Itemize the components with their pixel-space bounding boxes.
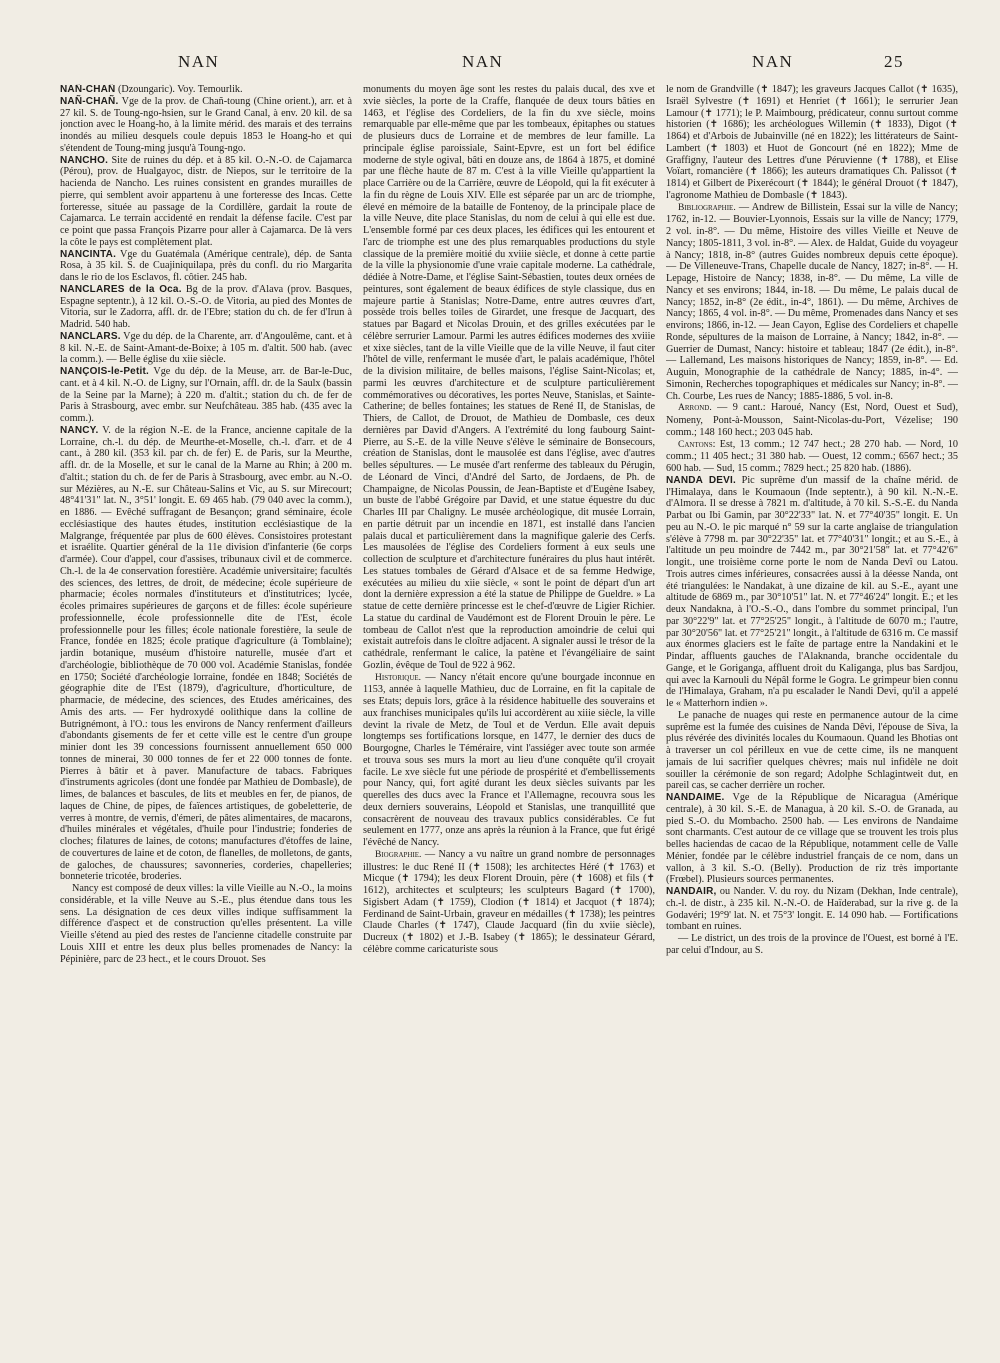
entry-paragraph xyxy=(363,84,655,672)
entry-text: monuments du moyen âge sont les restes du palais ducal, des xve et xvie siècles, la porte de la Craffe, flanquée de deux tours bâties en 1463, et l'église des Cordeliers, de la fin du xve siècle, moins remarquable par elle-même que par les tombeaux, épitaphes ou statues de plusieurs ducs de Lorraine et de membres de leur famille. La principale église paroissiale, Saint-Epvre, est un fort bel édifice moderne de style ogival, bâti en douze ans, de 1864 à 1875, et dominé par une flèche haute de 87 m. C'est à la ville Vieille qu'appartient la place Carrière ou de la Carrière, œuvre de Léopold, qui la fit exécuter à la fin du règne de Louis XIV. Elle est séparée par un arc de triomphe, élevé en mémoire de la bataille de Fontenoy, de la principale place de la ville Neuve, dite place Stanislas, du nom de celui à qui elle est due. L'ensemble formé par ces deux places, les édifices qui les entourent et l'arc de triomphe est une des plus remarquables productions du style classique de la première moitié du xviiie siècle, et donne à cette partie de la ville la physionomie d'une vraie capitale moderne. La cathédrale, dédiée à Notre-Dame, et l'église Saint-Sébastien, toutes deux ornées de peintures, sont également de beaux édifices de style classique, dus en majeure partie à Stanislas; Notre-Dame, entre autres œuvres d'art, possède trois belles toiles de Girardet, une fresque de Jacquart, des statues par Bagard et Nicolas Drouin, et des grilles exécutées par le célèbre serrurier Lamour. Parmi les autres édifices modernes des xviiie et xixe siècles, tant de la ville Vieille que de la ville Neuve, il faut citer l'hôtel de ville, renfermant le musée d'art, le palais académique, l'hôtel de la division militaire, de belles maisons, l'église Saint-Nicolas; et, parmi les œuvres d'architecture et de sculpture particulièrement commémoratives ou décoratives, les portes Neuve, Stanislas, et Sainte-Catherine; de belles fontaines; les statues de René II, de Stanislas, de Thiers, de Callot, de Drouot, de Mathieu de Dombasle, ces deux dernières par David d'Angers. A l'extrémité du long faubourg Saint-Pierre, au S.-E. de la ville Neuve s'élève le séminaire de Bonsecours, création de Stanislas, dont le mausolée est dans l'église, avec d'autres belles sépultures. — Le musée d'art renferme des tableaux du Pérugin, de Léonard de Vinci, d'André del Sarto, de Jordaens, de Ph. de Champaigne, de Nicolas Poussin, de Jean-Baptiste et d'Eugène Isabey, un buste de l'abbé Grégoire par David, et une statue équestre du duc Charles III par Chaligny. Le musée archéologique, dit musée Lorrain, en partie détruit par un incendie en 1871, est installé dans l'ancien palais ducal et particulièrement dans la magnifique galerie des Cerfs. Les mausolées de l'église des Cordeliers forment à eux seuls une collection de sculpture et d'architecture funéraires du plus haut intérêt. Les statues tombales de Gérard d'Alsace et de sa femme Hedwige, exécutées au milieu du xiie siècle, « sont le point de départ d'un art dont la dernière expression a été la statue de Philippe de Gueldre. » La statue de cette dernière princesse est le chef-d'œuvre de Ligier Richier. La statue du cardinal de Vaudémont est de Florent Drouin le père. Le tombeau de Callot n'est que la reproduction amoindrie de celui qui existait autrefois dans le cloître adjacent. A signaler aussi le trésor de la cathédrale, renfermant le calice, la patène et l'évangéliaire de saint Gozlin, évêque de Toul de 922 à 962. xyxy=(363,84,655,671)
entry-headword: NANCLARES de la Oca. xyxy=(60,283,182,295)
entry-text: — Le district, un des trois de la province de l'Ouest, est borné à l'E. par celui d'Indour, au S. xyxy=(666,933,958,956)
dictionary-entry xyxy=(666,792,958,886)
running-header xyxy=(0,52,1000,82)
entry-paragraph xyxy=(363,672,655,849)
dictionary-entry xyxy=(60,425,352,883)
entry-paragraph xyxy=(666,202,958,403)
dictionary-entry xyxy=(60,249,352,284)
entry-paragraph xyxy=(60,883,352,965)
entry-headword: NANÇOIS-le-Petit. xyxy=(60,366,149,377)
entry-text: Vge de la République de Nicaragua (Amérique centrale), à 30 kil. S.-E. de Managua, à 20 kil. S.-O. de Granada, au pied S.-O. du Mombacho. 2500 hab. — Les environs de Nandaime sont charmants. C'est autour de ce village que se trouvent les trois plus belles haciendas de cacao de la République, notamment celle de Valle Ménier, fondée par le célèbre industriel français de ce nom, dans un vallon, à 3 kil. S.-O. (Belly). Production de riz très importante (Frœbel). Plusieurs sources permanentes. xyxy=(666,792,958,886)
entry-text: Vge du Guatémala (Amérique centrale), dép. de Santa Rosa, à 35 kil. S. de Cuajiniquilapa, près du confl. du rio Margarita dans le rio de los Esclavos, fl. côtier. 245 hab. xyxy=(60,248,352,283)
dictionary-entry xyxy=(60,331,352,366)
entry-paragraph xyxy=(666,710,958,792)
section-label: Cantons xyxy=(678,439,713,450)
entry-paragraph xyxy=(363,849,655,956)
column-2 xyxy=(363,84,655,1334)
column-1 xyxy=(60,84,352,1334)
entry-text: (Dzoungaric). Voy. Temourlik. xyxy=(115,84,243,95)
entry-text: V. de la région N.-E. de la France, ancienne capitale de la Lorraine, ch.-l. du dép. de Meurthe-et-Moselle, ch.-l. d'arr. et de 4 cant., à 280 kil. (353 kil. par ch. de fer) E. de Paris, sur la Meurthe, affl. dr. de la Moselle, et sur le canal de la Marne au Rhin; à 200 m. d'altit.; station du ch. de fer de Paris à Strasbourg, avec embr. au N.-O. sur Mézières, au N.-E. sur Château-Salins et Vic, au S. sur Mirecourt; 48°41'31" lat. N., 3°51' longit. E. 69 465 hab. (79 040 avec la comm.), en 1886. — Evêché suffragant de Besançon; grand séminaire, école ecclésiastique des hautes études, institution ecclésiastique de la Malgrange, fréquentée par plus de 600 élèves. Consistoires protestant et israélite. Quartier général de la 11e division d'infanterie (6e corps d'armée). Cour d'appel, cour d'assises, tribunaux civil et de commerce. Ch.-l. de la 4e conservation forestière. Académie universitaire; facultés des sciences, des lettres, de droit, de médecine; école supérieure de pharmacie; écoles normales d'instituteurs et d'institutrices; lycée, écoles primaires supérieures de garçons et de filles: école supérieure professionnelle, école professionnelle dite de l'Est, école professionnelle pour les filles; école nationale forestière, la seule de France, fondée en 1825; école pratique d'agriculture (à Tomblaine); jardin botanique, muséum d'histoire naturelle, musée d'art et d'archéologie, bibliothèque de 70 000 vol. Académie Stanislas, fondée en 1750; Société d'archéologie lorraine, fondée en 1848; Sociétés de géographie dite de l'Est (1879), d'agriculture, d'horticulture, de pharmacie, de médecine, des sciences, des Etudes américaines, des Amis des arts. — Fer hydroxydé oolithique dans la colline de Butrignémont, à l'O.: tous les environs de Nancy renferment d'ailleurs d'abondants gisements de fer et cette ville est le centre d'un groupe minier dont les 39 concessions fournissent annuellement 650 000 tonnes de minerai, 30 000 tonnes de fer et 22 000 tonnes de fonte. Pierres à bâtir et à paver. Manufacture de tabacs. Fabriques d'instruments agricoles (dont une fondée par Mathieu de Dombasle), de limes, de balances et bascules, de lits et meubles en fer, de pianos, de laques de Chine, de pipes, de faïences artistiques, de gobeletterie, de verres à montre, de vernis, d'émeri, de pâtes alimentaires, de macarons, d'huiles minérales et végétales, d'huile pour l'industrie; fonderies de cloches; filatures de laines, de cotons; manufactures d'étoffes de laine, de couvertures de laine et de coton, de flanelles, de molletons, de gants, de galoches, de chaussures; savonneries, corderies, chapelleries; bonneterie tricotée, broderies. xyxy=(60,424,352,883)
dictionary-entry xyxy=(60,155,352,249)
entry-text: Le panache de nuages qui reste en permanence autour de la cime suprême est la fumée des cuisines de Nanda Dêvi, l'épouse de Siva, la plus révérée des divinités locales du Koumaoun. Quand les Bhotias ont à traverser un col périlleux en vue de cette cime, ils ne manquent jamais de lui sacrifier quelques chèvres; mais nul infidèle ne doit souiller la cérémonie de son regard; Adolphe Schlagintweit dut, en pareil cas, se cacher derrière un rocher. xyxy=(666,709,958,792)
header-left: NAN xyxy=(178,52,220,71)
entry-text: Site de ruines du dép. et à 85 kil. O.-N.-O. de Cajamarca (Pérou), prov. de Hualgayoc, distr. de Niepos, sur le territoire de la hacienda de Nancho. Les ruines consistent en grandes murailles de pierre, qui semblent avoir appartenu à une forteresse des Incas. Cette forteresse, située au passage de la Cordillère, gardait la route de Cajamarca. Le terrain accidenté en rendait la défense facile. C'est par ce point que passa François Pizarre pour aller à Cajamarca. De là vers la côte le pays est complètement plat. xyxy=(60,154,352,248)
dictionary-entry xyxy=(666,886,958,933)
entry-text: Vge du dép. de la Charente, arr. d'Angoulême, cant. et à 8 kil. N.-E. de Saint-Amant-de-Boixe; à 105 m. d'altit. 500 hab. (avec la comm.). — Belle église du xiie siècle. xyxy=(60,330,352,366)
dictionary-entry xyxy=(60,366,352,425)
entry-paragraph xyxy=(666,439,958,475)
entry-text: : Est, 13 comm.; 12 747 hect.; 28 270 hab. — Nord, 10 comm.; 11 405 hect.; 31 380 hab. — Ouest, 12 comm.; 6567 hect.; 35 600 hab. — Sud, 15 comm.; 7829 hect.; 25 820 hab. (1886). xyxy=(666,438,958,474)
entry-headword: NANCLARS. xyxy=(60,330,121,342)
entry-text: Vge du dép. de la Meuse, arr. de Bar-le-Duc, cant. et à 4 kil. N.-O. de Ligny, sur l'Ornain, affl. dr. de la Saulx (bassin de la Seine par la Marne); à 220 m. d'altit.; station du ch. de fer de Paris à Strasbourg, avec embr. sur Neufchâteau. 385 hab. (435 avec la comm.). xyxy=(60,366,352,424)
entry-headword: NANCY. xyxy=(60,424,99,436)
entry-paragraph xyxy=(666,402,958,438)
section-label: Arrond. xyxy=(678,403,712,414)
entry-text: Pic suprême d'un massif de la chaîne mérid. de l'Himalaya, dans le Koumaoun (Inde septentr.), à 90 kil. N.-N.-E. d'Almora. Il se dresse à 7821 m. d'altitude, à 70 kil. S.-S.-E. du Nanda Parbat ou Ibi Gamin, par 30°22'33" lat. N. et 77°40'35" longit. E. Un peu au N.-O. le pic marqué n° 59 sur la carte anglaise de triangulation s'élève à 7798 m. par 30°22'35" lat. et 77°40'31" longit.; et au S.-E., à l'altitude un peu moindre de 7442 m., par 30°21'58" lat. et 77°42'6" longit., une troisième corne porte le nom de Nanda Devî ou Latou. Trois autres cimes inférieures, consacrées aussi à la déesse Nanda, ont été triangulées: le Nandakat, à une dizaine de kil. au S.-E., ayant une altitude de 6869 m., par 30°10'51" lat. N. et 77°46'24" longit. E.; et les deux Nandakna, à l'O.-S.-O., dans l'ombre du sommet principal, l'un par 30°22'9" lat. et 77°25'25" longit., à l'altitude de 6070 m.; l'autre, par 30°20'56" lat. et 77°25'21" longit., à l'altitude de 6316 m. Ce massif aux énormes glaciers est le faîte de partage entre la Nandakini et le Pindar, affluents gauches de l'Alaknanda, branche occidentale du Gange, et le Goriganga, affluent droit du Kaliganga, plus bas Sardjou, qui avec la Karnouli du Népâl forme le Gogra. Le grimpeur bien connu de l'Himalaya, Graham, n'a pu escalader le Nandi Devi, qu'il a appelé le « Matterhorn indien ». xyxy=(666,474,958,709)
text-columns xyxy=(60,84,958,1339)
entry-headword: NAÑ-CHAÑ xyxy=(60,84,116,95)
entry-paragraph xyxy=(666,84,958,202)
dictionary-entry xyxy=(60,96,352,155)
entry-headword: NANDAIME. xyxy=(666,792,725,803)
section-label: Historique. xyxy=(375,672,422,683)
entry-text: — Andrew de Billistein, Essai sur la ville de Nancy; 1762, in-12. — Bouvier-Lyonnois, Essais sur la ville de Nancy; 1779, 2 vol. in-8°. — Du même, Histoire des villes Vieille et Neuve de Nancy; 1805-1811, 3 vol. in-8°. — Alex. de Haldat, Guide du voyageur à Nancy; 1818, in-8° (autres Guides nombreux depuis cette époque). — De Villeneuve-Trans, Chapelle ducale de Nancy, 1827; in-8°. — H. Lepage, Histoire de Nancy; 1838, in-8°. — Du même, La ville de Nancy et ses environs; 1844, in-18. — Du même, Le palais ducal de Nancy; 1852, in-8° (2e édit., in-4°, 1861). — Du même, Archives de Nancy; 1865, 4 vol. in-8°. — Du même, Promenades dans Nancy et ses environs; 1866, in-12. — Jean Cayon, Eglise des Cordeliers et chapelle Ronde, sépultures de la maison de Lorraine, à Nancy; 1842, in-8°. — Guerrier de Dumast, Nancy: histoire et tableau; 1847 (2e édit.), in-8°. — Lallemand, Les maisons historiques de Nancy; 1859, in-8°. — Ed. Auguin, Monographie de la cathédrale de Nancy; 1885, in-4°. — Simonin, Recherches topographiques et médicales sur Nancy; in-8°. — Ch. Courbe, Les rues de Nancy; 1885-1886, 5 vol. in-8. xyxy=(666,201,958,402)
entry-text: ou Nander. V. du roy. du Nizam (Dekhan, Inde centrale), ch.-l. de distr., à 235 kil. N.-N.-O. de Haïderabad, sur la rive g. de la Godavéri; 19°9' lat. N. et 75°3' longit. E. 14 090 hab. — Fortifications tombant en ruines. xyxy=(666,886,958,933)
section-label: Biographie. xyxy=(375,849,422,860)
header-center: NAN xyxy=(462,52,504,71)
entry-paragraph xyxy=(666,933,958,957)
entry-headword: NAÑ-CHAÑ. xyxy=(60,95,119,107)
entry-headword: NANCHO. xyxy=(60,154,109,166)
column-3 xyxy=(666,84,958,1334)
entry-text: le nom de Grandville (✝ 1847); les graveurs Jacques Callot (✝ 1635), Israël Sylvestre (✝ 1691) et Henriet (✝ 1661); le serrurier Jean Lamour (✝ 1771); le P. Maimbourg, prédicateur, connu surtout comme historien (✝ 1686); les archéologues Willemin (✝ 1833), Digot (✝ 1864) et d'Arbois de Jubainville (né en 1822); les littérateurs de Saint-Lambert (✝ 1803) et Huot de Goncourt (né en 1822); Mme de Graffigny, l'auteur des Lettres d'une Péruvienne (✝ 1788), et Elise Voïart, romancière (✝ 1866); les auteurs dramatiques Ch. Palissot (✝ 1814) et Gilbert de Pixerécourt (✝ 1844); le général Drouot (✝ 1847), l'agronome Mathieu de Dombasle (✝ 1843). xyxy=(666,84,958,201)
header-right: NAN xyxy=(752,52,794,71)
entry-text: Vge de la prov. de Chañ-toung (Chine orient.), arr. et à 27 kil. S. de Toung-ngo-hsien, sur le Grand Canal, à env. 20 kil. de sa jonction avec le Hoang-ho, à la limite mérid. des marais et des terrains inondés au milieu desquels coule depuis 1853 le Hoang-ho et qui s'étendent de Toung-ming jusqu'à Toung-ngo. xyxy=(60,95,352,154)
entry-text: — 9 cant.: Haroué, Nancy (Est, Nord, Ouest et Sud), Nomeny, Pont-à-Mousson, Saint-Nicolas-du-Port, Vézelise; 190 comm.; 148 160 hect.; 203 045 hab. xyxy=(666,402,958,438)
entry-text: Nancy est composé de deux villes: la ville Vieille au N.-O., la moins considérable, et la ville Neuve au S.-E., plus étendue dans tous les sens. La désignation de ces deux villes indique suffisamment la différence d'aspect et de construction qu'elles présentent. La ville Vieille s'étend au pied des restes de l'ancienne citadelle construite par Louis XIII et entre les deux plus belles promenades de Nancy: la Pépinière, parc de 23 hect., et le cours Drouot. Ses xyxy=(60,883,352,965)
page-number: 25 xyxy=(884,52,904,71)
dictionary-entry xyxy=(666,475,958,710)
entry-headword: NANDAIR, xyxy=(666,886,717,897)
entry-text: — Nancy n'était encore qu'une bourgade inconnue en 1153, année à laquelle Mathieu, duc de Lorraine, en fit la capitale de ses Etats; depuis lors, grâce à la résidence habituelle des souverains et aux franchises municipales qu'ils lui accordèrent au xiiie siècle, la ville devint la rivale de Metz, de Toul et de Verdun. Elle avait depuis longtemps ses fortifications lorsque, en 1477, le dernier des ducs de Bourgogne, Charles le Téméraire, vint l'assiéger avec toute son armée et trouva sous ses murs la mort au lieu d'une conquête qu'il croyait facile. Le xve siècle fut une période de prospérité et d'embellissements pour Nancy, qui, fort agité durant les deux siècles suivants par les querelles des ducs avec la France et l'Allemagne, recouvra sous les deux derniers souverains, Léopold et Stanislas, une tranquillité que consacrèrent de nouveau des travaux publics considérables. Ce fut seulement en 1777, onze ans après la réunion à la France, que fut érigé l'évêché de Nancy. xyxy=(363,671,655,848)
section-label: Bibliographie. xyxy=(678,202,736,213)
dictionary-entry xyxy=(60,284,352,331)
entry-text: Bg de la prov. d'Alava (prov. Basques, Espagne septentr.), à 12 kil. O.-S.-O. de Vitoria, au pied des Montes de Vitoria, sur le Zadorra, affl. dr. de l'Ebre; station du ch. de fer d'Irun à Madrid. 540 hab. xyxy=(60,283,352,330)
entry-text: — Nancy a vu naître un grand nombre de personnages illustres: le duc René II (✝ 1508); les architectes Héré (✝ 1763) et Micque (✝ 1794); les deux Florent Drouin, père (✝ 1608) et fils (✝ 1612), architectes et sculpteurs; les sculpteurs Bagard (✝ 1700), Sigisbert Adam (✝ 1759), Clodion (✝ 1814) et Jacquot (✝ 1874); Ferdinand de Saint-Urbain, graveur en médailles (✝ 1738); les peintres Claude Charles (✝ 1747), Claude Jacquard (fin du xviie siècle), Ducreux (✝ 1802) et J.-B. Isabey (✝ 1865); le dessinateur Gérard, célèbre comme caricaturiste sous xyxy=(363,848,655,955)
entry-headword: NANDA DEVI. xyxy=(666,474,736,486)
entry-headword: NANCINTA. xyxy=(60,248,117,260)
dictionary-entry xyxy=(60,84,352,96)
